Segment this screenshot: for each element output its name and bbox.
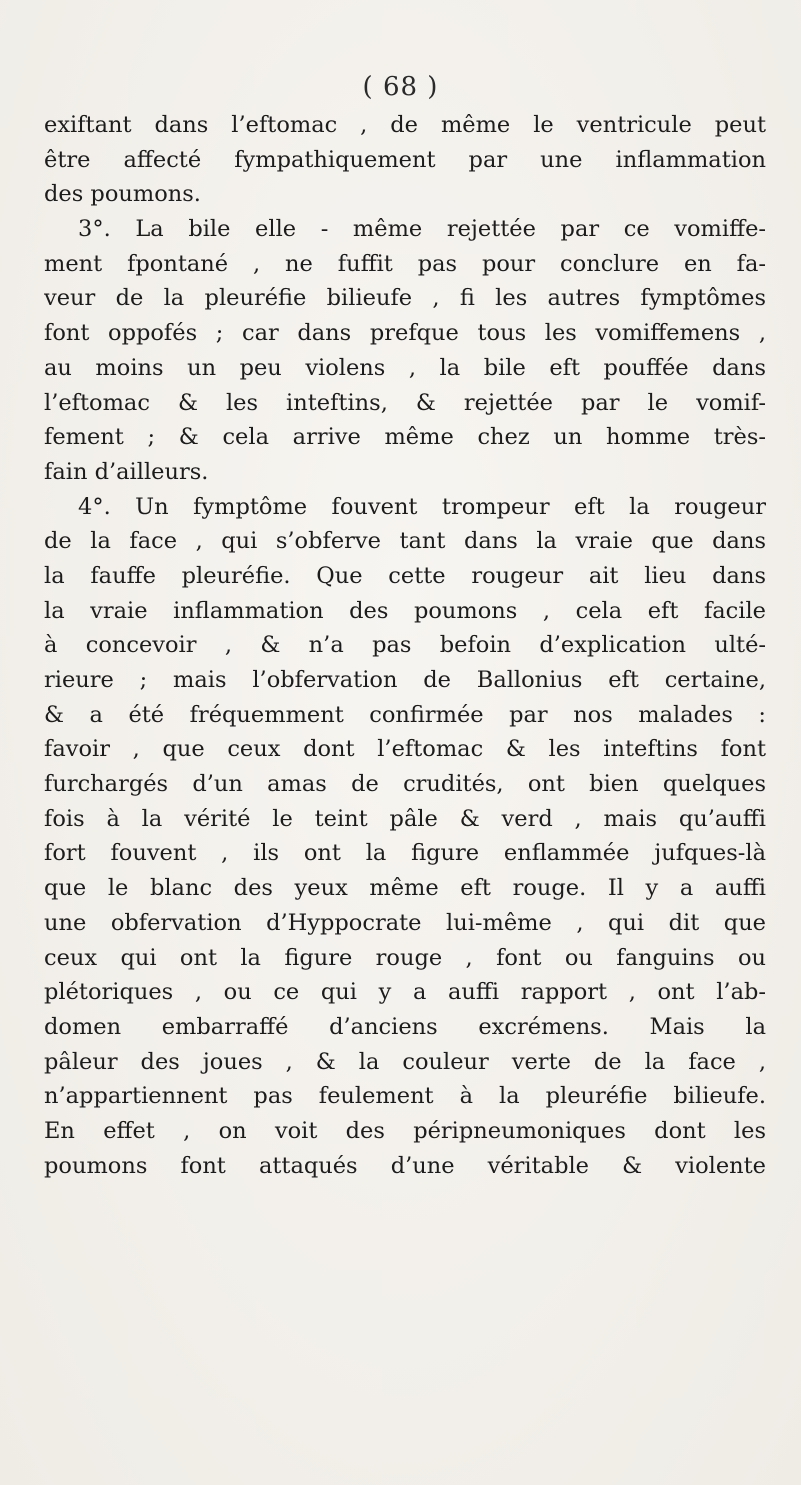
text-line: pâleur des joues , & la couleur verte de la face , — [44, 1048, 766, 1075]
body-text — [44, 108, 766, 1183]
text-line: poumons font attaqués d’une véritable & violente — [44, 1152, 766, 1179]
text-line: n’appartiennent pas feulement à la pleuréfie bilieufe. — [44, 1083, 766, 1110]
text-line: furchargés d’un amas de crudités, ont bien quelques — [44, 771, 766, 798]
text-line: une obfervation d’Hyppocrate lui-même , qui dit que — [44, 909, 766, 936]
text-line: fort fouvent , ils ont la figure enflammée jufques-là — [44, 840, 766, 867]
text-line: que le blanc des yeux même eft rouge. Il y a auffi — [44, 875, 766, 902]
text-line: & a été fréquemment confirmée par nos malades : — [44, 701, 766, 728]
text-line: à concevoir , & n’a pas befoin d’explication ulté- — [44, 632, 766, 659]
text-line: ment fpontané , ne fuffit pas pour conclure en fa- — [44, 250, 766, 277]
text-line: ceux qui ont la figure rouge , font ou fanguins ou — [44, 944, 766, 971]
text-line: au moins un peu violens , la bile eft pouffée dans — [44, 354, 766, 381]
text-line: favoir , que ceux dont l’eftomac & les inteftins font — [44, 736, 766, 763]
text-line: la fauffe pleuréfie. Que cette rougeur ait lieu dans — [44, 562, 766, 589]
text-line: l’eftomac & les inteftins, & rejettée par le vomif- — [44, 389, 766, 416]
text-line: être affecté fympathiquement par une inflammation — [44, 146, 766, 173]
text-line: domen embarraffé d’anciens excrémens. Mais la — [44, 1013, 766, 1040]
text-line: En effet , on voit des péripneumoniques dont les — [44, 1117, 766, 1144]
text-line: rieure ; mais l’obfervation de Ballonius eft certaine, — [44, 667, 766, 693]
text-line: veur de la pleuréfie bilieufe , fi les autres fymptômes — [44, 285, 766, 312]
text-line: 3°. La bile elle - même rejettée par ce vomiffe- — [78, 216, 766, 243]
page-number: ( 68 ) — [362, 72, 439, 102]
text-line: la vraie inflammation des poumons , cela eft facile — [44, 597, 766, 624]
text-line: 4°. Un fymptôme fouvent trompeur eft la rougeur — [78, 493, 766, 520]
text-line: des poumons. — [44, 181, 201, 208]
text-line: fain d’ailleurs. — [44, 458, 209, 485]
text-line: plétoriques , ou ce qui y a auffi rapport , ont l’ab- — [44, 979, 766, 1006]
text-line: fement ; & cela arrive même chez un homme très- — [44, 424, 766, 451]
text-line: font oppofés ; car dans prefque tous les vomiffemens , — [44, 320, 766, 347]
text-line: fois à la vérité le teint pâle & verd , mais qu’auffi — [44, 805, 766, 832]
text-line: de la face , qui s’obferve tant dans la vraie que dans — [44, 528, 766, 555]
text-line: exiftant dans l’eftomac , de même le ventricule peut — [44, 112, 766, 138]
